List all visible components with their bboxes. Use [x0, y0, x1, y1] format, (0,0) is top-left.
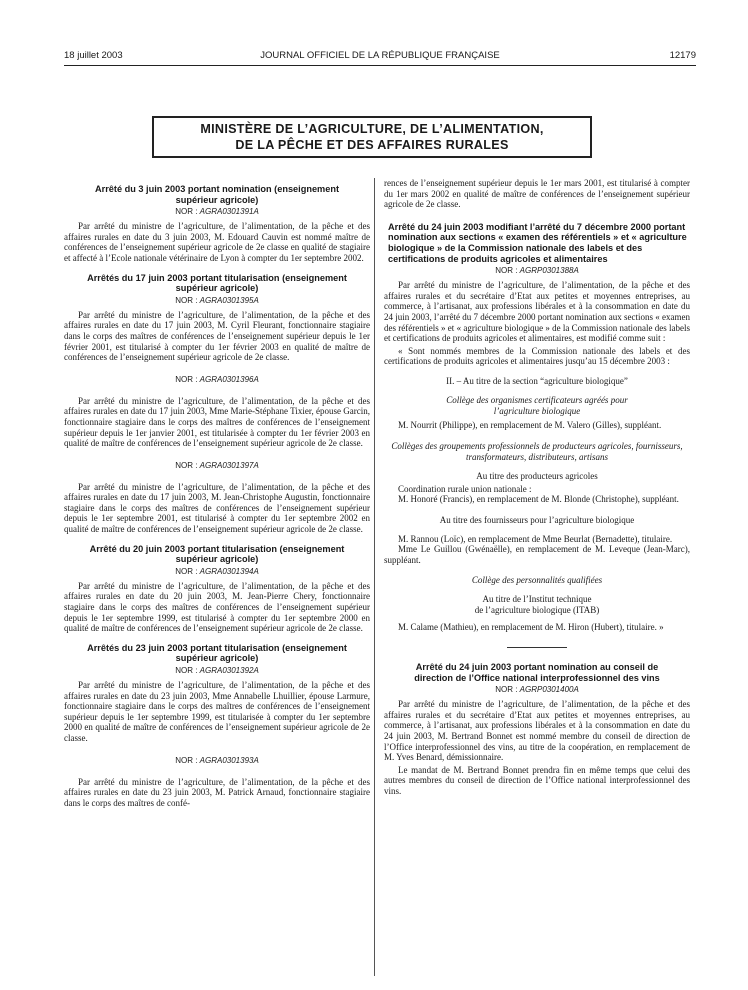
decree-title: Arrêté du 20 juin 2003 portant titularisation (enseignement supérieur agricole) — [89, 543, 345, 565]
ministry-line-2: DE LA PÊCHE ET DES AFFAIRES RURALES — [235, 138, 509, 152]
ministry-line-1: MINISTÈRE DE L’AGRICULTURE, DE L’ALIMENTATION, — [200, 122, 544, 136]
decree-text: Le mandat de M. Bertrand Bonnet prendra fin en même temps que celui des autres membres du conseil de direction de l’Office national interprofessionnel des vins. — [384, 764, 690, 796]
member-entry: Mme Le Guillou (Gwénaëlle), en remplacement de M. Leveque (Jean-Marc), suppléant. — [384, 544, 690, 565]
subsection-heading: Au titre de l’Institut technique — [482, 594, 592, 605]
decree-text: Par arrêté du ministre de l’agriculture, de l’alimentation, de la pêche et des affaires rurales en date du 23 juin 2003, Mme Annabelle Lhuillier, épouse Larmure, fonctionnaire stagiaire dans le corps des maîtres de conférences de l’enseignement supérieur depuis le 1er septembre 1999, est titularisée à compter du 1er septembre 2000 en qualité de maître de conférences de l’enseignement supérieur agricole de 2e classe. — [64, 680, 370, 743]
right-column — [384, 178, 690, 797]
header-journal-title: JOURNAL OFFICIEL DE LA RÉPUBLIQUE FRANÇAISE — [260, 50, 500, 61]
nor-reference: NOR : AGRP0301388A — [495, 266, 579, 276]
nor-reference: NOR : AGRA0301395A — [175, 295, 259, 305]
subsection-heading: Au titre des fournisseurs pour l’agriculture biologique — [439, 514, 635, 525]
decree-text: Par arrêté du ministre de l’agriculture, de l’alimentation, de la pêche et des affaires rurales en date du 3 juin 2003, M. Edouard Cauvin est nommé maître de conférences de l’enseignement supérieur agricole de 2e classe en qualité de stagiaire et affecté à l’Ecole nationale vétérinaire de Lyon à compter du 1er septembre 2002. — [64, 221, 370, 263]
college-heading: Collèges des groupements professionnels de producteurs agricoles, fournisseurs, transformateurs, distributeurs, artisans — [391, 440, 683, 462]
decree-title: Arrêtés du 23 juin 2003 portant titularisation (enseignement supérieur agricole) — [87, 642, 347, 664]
header-page-number: 12179 — [669, 50, 696, 61]
nor-reference: NOR : AGRA0301393A — [175, 755, 259, 765]
member-entry: M. Calame (Mathieu), en remplacement de M. Hiron (Hubert), titulaire. » — [398, 622, 664, 633]
separator-rule — [507, 647, 567, 648]
decree-text: Par arrêté du ministre de l’agriculture, de l’alimentation, de la pêche et des affaires rurales en date du 17 juin 2003, M. Jean-Christophe Augustin, fonctionnaire stagiaire dans le corps des maîtres de conférences de l’enseignement supérieur depuis le 1er septembre 2001, est titularisé à compter du 1er septembre 2002 en qualité de maître de conférences de l’enseignement supérieur agricole de 2e classe. — [64, 481, 370, 535]
member-entry: M. Rannou (Loïc), en remplacement de Mme Beurlat (Bernadette), titulaire. — [398, 533, 673, 544]
header-date: 18 juillet 2003 — [64, 50, 123, 61]
decree-text: Par arrêté du ministre de l’agriculture, de l’alimentation, de la pêche et des affaires rurales en date du 23 juin 2003, M. Patrick Arnaud, fonctionnaire stagiaire dans le corps des maîtres de confé- — [64, 776, 370, 808]
section-heading: II. – Au titre de la section “agriculture biologique” — [446, 375, 628, 386]
nor-reference: NOR : AGRA0301392A — [175, 666, 259, 675]
running-header — [64, 50, 696, 64]
decree-text: Par arrêté du ministre de l’agriculture, de l’alimentation, de la pêche et des affaires rurales en date du 17 juin 2003, Mme Marie-Stéphane Tixier, épouse Garcin, fonctionnaire stagiaire dans le corps des maîtres de conférences de l’enseignement supérieur depuis le 1er janvier 2001, est titularisée à compter du 1er février 2003 en qualité de maître de conférences de l’enseignement supérieur agricole de 2e classe. — [64, 395, 370, 449]
subsection-heading: de l’agriculture biologique (ITAB) — [474, 605, 600, 616]
left-column — [64, 184, 370, 808]
decree-title: Arrêté du 24 juin 2003 portant nomination au conseil de direction de l’Office national interprofessionnel des vins — [414, 662, 660, 683]
decree-text: Par arrêté du ministre de l’agriculture, de l’alimentation, de la pêche et des affaires rurales et du secrétaire d’Etat aux petites et moyennes entreprises, au commerce, à l’artisanat, aux professions libérales et à la consommation en date du 24 juin 2003, l’arrêté du 7 décembre 2000 portant nomination aux sections « examen des référentiels » et « agriculture biologique » de la Commission nationale des labels et certifications de produits agricoles et alimentaires, est modifié comme suit : — [384, 280, 690, 344]
decree-text: Par arrêté du ministre de l’agriculture, de l’alimentation, de la pêche et des affaires rurales et du secrétaire d’Etat aux petites et moyennes entreprises, au commerce, à l’artisanat, aux professions libérales et à la consommation en date du 24 juin 2003, M. Bertrand Bonnet est nommé membre du conseil de direction de l’Office interprofessionnel des vins, au titre de la coopération, en remplacement de M. Yves Benard, démissionnaire. — [384, 699, 690, 763]
college-heading: Collège des organismes certificateurs agréés pour l’agriculture biologique — [446, 394, 628, 416]
decree-text: Par arrêté du ministre de l’agriculture, de l’alimentation, de la pêche et des affaires rurales en date du 20 juin 2003, M. Jean-Pierre Chery, fonctionnaire stagiaire dans le corps des maîtres de conférences de l’enseignement supérieur depuis le 1er septembre 1999, est titularisé à compter du 1er septembre 2000 en qualité de maître de conférences de l’enseignement supérieur agricole de 2e classe. — [64, 580, 370, 634]
column-divider — [374, 178, 375, 976]
nor-reference: NOR : AGRA0301391A — [175, 207, 259, 217]
decree-title: Arrêtés du 17 juin 2003 portant titularisation (enseignement supérieur agricole) — [87, 272, 347, 294]
nor-reference: NOR : AGRA0301396A — [175, 374, 259, 384]
decree-text: « Sont nommés membres de la Commission nationale des labels et des certifications de produits agricoles et alimentaires jusqu’au 15 décembre 2003 : — [384, 345, 690, 367]
decree-title: Arrêté du 24 juin 2003 modifiant l’arrêté du 7 décembre 2000 portant nomination aux sections « examen des référentiels » et « agriculture biologique » de la Commission nationale des labels et des certifications de produits agricoles et alimentaires — [388, 221, 687, 264]
header-rule — [64, 65, 696, 66]
subsection-heading: Au titre des producteurs agricoles — [476, 470, 598, 481]
organisation-label: Coordination rurale union nationale : — [398, 483, 532, 494]
member-entry: M. Nourrit (Philippe), en remplacement de M. Valero (Gilles), suppléant. — [398, 419, 662, 430]
nor-reference: NOR : AGRP0301400A — [495, 685, 579, 695]
decree-text-continued: rences de l’enseignement supérieur depuis le 1er mars 2001, est titularisé à compter du 1er mars 2002 en qualité de maître de conférences de l’enseignement supérieur agricole de 2e classe. — [384, 178, 690, 210]
decree-title: Arrêté du 3 juin 2003 portant nomination (enseignement supérieur agricole) — [94, 184, 340, 205]
nor-reference: NOR : AGRA0301397A — [175, 460, 259, 470]
decree-text: Par arrêté du ministre de l’agriculture, de l’alimentation, de la pêche et des affaires rurales en date du 17 juin 2003, M. Cyril Fleurant, fonctionnaire stagiaire dans le corps des maîtres de conférences de l’enseignement supérieur depuis le 1er février 2001, est titularisé à compter du 1er février 2003 en qualité de maître de conférences de l’enseignement supérieur agricole de 2e classe. — [64, 309, 370, 363]
member-entry: M. Honoré (Francis), en remplacement de M. Blonde (Christophe), suppléant. — [398, 494, 679, 505]
college-heading: Collège des personnalités qualifiées — [471, 575, 603, 586]
nor-reference: NOR : AGRA0301394A — [175, 566, 259, 576]
ministry-heading — [152, 116, 592, 158]
